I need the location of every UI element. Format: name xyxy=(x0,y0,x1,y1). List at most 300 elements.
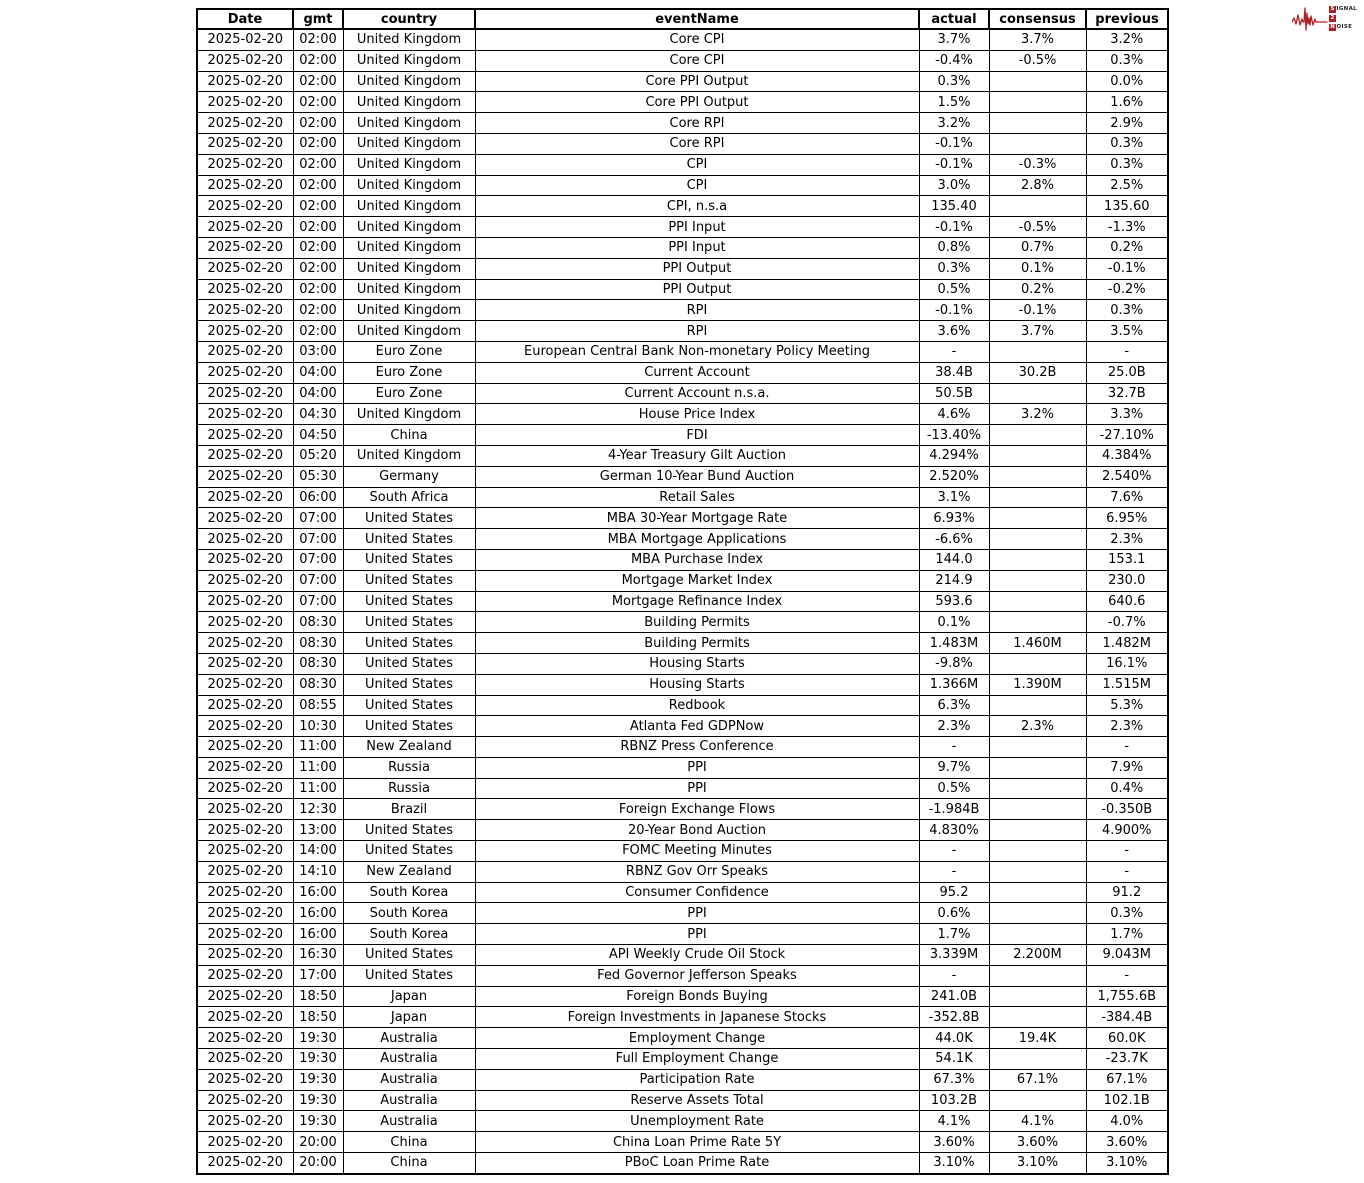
table-cell: Australia xyxy=(343,1111,475,1132)
table-cell: 3.339M xyxy=(919,945,989,966)
table-cell: United Kingdom xyxy=(343,29,475,50)
table-row xyxy=(197,217,1168,238)
table-cell: 0.5% xyxy=(919,279,989,300)
table-row xyxy=(197,529,1168,550)
table-cell: 02:00 xyxy=(293,113,343,134)
table-cell: 241.0B xyxy=(919,986,989,1007)
table-cell: 2025-02-20 xyxy=(197,362,293,383)
table-cell: 1.460M xyxy=(989,633,1086,654)
table-cell: 3.7% xyxy=(989,29,1086,50)
table-cell xyxy=(989,591,1086,612)
table-cell: 4.6% xyxy=(919,404,989,425)
table-row xyxy=(197,133,1168,154)
table-cell: 2025-02-20 xyxy=(197,425,293,446)
table-cell: 02:00 xyxy=(293,175,343,196)
table-cell: China xyxy=(343,1132,475,1153)
table-cell: 593.6 xyxy=(919,591,989,612)
table-row xyxy=(197,383,1168,404)
table-cell: Russia xyxy=(343,757,475,778)
table-cell: - xyxy=(919,341,989,362)
table-cell: 2025-02-20 xyxy=(197,445,293,466)
table-cell: Mortgage Refinance Index xyxy=(475,591,919,612)
table-row xyxy=(197,1111,1168,1132)
table-cell: 3.60% xyxy=(1086,1132,1168,1153)
table-cell: 2025-02-20 xyxy=(197,945,293,966)
table-cell: United Kingdom xyxy=(343,237,475,258)
table-cell: PPI Output xyxy=(475,258,919,279)
table-row xyxy=(197,1069,1168,1090)
table-cell: 19:30 xyxy=(293,1111,343,1132)
table-cell: 2025-02-20 xyxy=(197,1090,293,1111)
table-cell: 2.8% xyxy=(989,175,1086,196)
economic-calendar-table xyxy=(196,8,1169,1175)
table-cell: 1,755.6B xyxy=(1086,986,1168,1007)
table-row xyxy=(197,113,1168,134)
table-cell xyxy=(989,71,1086,92)
table-cell: 02:00 xyxy=(293,196,343,217)
table-cell: 02:00 xyxy=(293,279,343,300)
table-cell: 3.10% xyxy=(989,1153,1086,1174)
table-cell: 4-Year Treasury Gilt Auction xyxy=(475,445,919,466)
table-cell: 2025-02-20 xyxy=(197,1049,293,1070)
table-cell: MBA Purchase Index xyxy=(475,549,919,570)
table-cell: 1.7% xyxy=(1086,924,1168,945)
table-cell: United States xyxy=(343,633,475,654)
table-cell: PPI Output xyxy=(475,279,919,300)
table-row xyxy=(197,1028,1168,1049)
table-cell: United Kingdom xyxy=(343,175,475,196)
table-cell: FOMC Meeting Minutes xyxy=(475,841,919,862)
column-header-consensus: consensus xyxy=(989,9,1086,29)
table-cell: PPI xyxy=(475,903,919,924)
table-cell: United Kingdom xyxy=(343,445,475,466)
table-cell: United States xyxy=(343,570,475,591)
table-cell: 2025-02-20 xyxy=(197,466,293,487)
table-cell: Housing Starts xyxy=(475,674,919,695)
table-cell: United States xyxy=(343,820,475,841)
table-cell: New Zealand xyxy=(343,861,475,882)
table-row xyxy=(197,903,1168,924)
table-cell: 0.3% xyxy=(1086,903,1168,924)
table-cell: 16:00 xyxy=(293,903,343,924)
table-cell: 2.200M xyxy=(989,945,1086,966)
table-cell: United Kingdom xyxy=(343,300,475,321)
table-cell: 135.60 xyxy=(1086,196,1168,217)
table-cell: Mortgage Market Index xyxy=(475,570,919,591)
table-cell: 2025-02-20 xyxy=(197,258,293,279)
table-cell: Atlanta Fed GDPNow xyxy=(475,716,919,737)
table-cell: -0.1% xyxy=(919,217,989,238)
table-cell: Core PPI Output xyxy=(475,92,919,113)
table-cell xyxy=(989,1007,1086,1028)
table-cell: -13.40% xyxy=(919,425,989,446)
table-cell: - xyxy=(1086,841,1168,862)
table-cell: Brazil xyxy=(343,799,475,820)
table-cell: United States xyxy=(343,945,475,966)
table-cell: 2025-02-20 xyxy=(197,383,293,404)
logo-rest-ignal: IGNAL xyxy=(1336,6,1357,12)
table-cell: Australia xyxy=(343,1049,475,1070)
table-cell: South Korea xyxy=(343,903,475,924)
table-cell: 0.3% xyxy=(1086,133,1168,154)
table-cell: House Price Index xyxy=(475,404,919,425)
table-cell: 4.294% xyxy=(919,445,989,466)
table-cell: 2.5% xyxy=(1086,175,1168,196)
table-cell: 2025-02-20 xyxy=(197,612,293,633)
table-cell: 67.1% xyxy=(989,1069,1086,1090)
table-cell: -27.10% xyxy=(1086,425,1168,446)
table-cell: 3.7% xyxy=(919,29,989,50)
table-cell: 07:00 xyxy=(293,508,343,529)
table-cell: -0.2% xyxy=(1086,279,1168,300)
table-cell: 08:30 xyxy=(293,633,343,654)
table-cell: Redbook xyxy=(475,695,919,716)
table-cell: 2025-02-20 xyxy=(197,1028,293,1049)
table-cell: 2025-02-20 xyxy=(197,861,293,882)
table-cell: 2025-02-20 xyxy=(197,1069,293,1090)
table-cell: 2025-02-20 xyxy=(197,757,293,778)
table-cell: Germany xyxy=(343,466,475,487)
logo-letter-box-n: N xyxy=(1330,23,1335,30)
table-cell: 2025-02-20 xyxy=(197,1007,293,1028)
table-cell: Foreign Investments in Japanese Stocks xyxy=(475,1007,919,1028)
table-cell: -352.8B xyxy=(919,1007,989,1028)
table-cell xyxy=(989,841,1086,862)
table-cell: 05:20 xyxy=(293,445,343,466)
table-cell: United Kingdom xyxy=(343,217,475,238)
table-cell: 102.1B xyxy=(1086,1090,1168,1111)
table-cell: Japan xyxy=(343,986,475,1007)
column-header-previous: previous xyxy=(1086,9,1168,29)
table-cell: 02:00 xyxy=(293,50,343,71)
table-cell: 16:00 xyxy=(293,924,343,945)
table-cell: United States xyxy=(343,591,475,612)
table-row xyxy=(197,799,1168,820)
table-cell: - xyxy=(1086,861,1168,882)
table-cell: United States xyxy=(343,695,475,716)
table-cell: CPI xyxy=(475,175,919,196)
table-cell xyxy=(989,882,1086,903)
logo-line-noise xyxy=(1329,23,1357,31)
table-cell: 3.10% xyxy=(919,1153,989,1174)
logo-rest-oise: OISE xyxy=(1336,24,1353,30)
table-cell: 25.0B xyxy=(1086,362,1168,383)
table-cell: Foreign Exchange Flows xyxy=(475,799,919,820)
table-cell: 4.1% xyxy=(919,1111,989,1132)
table-cell: 2025-02-20 xyxy=(197,986,293,1007)
table-cell: 32.7B xyxy=(1086,383,1168,404)
table-cell: 1.7% xyxy=(919,924,989,945)
table-row xyxy=(197,237,1168,258)
table-cell: Japan xyxy=(343,1007,475,1028)
table-cell: 2025-02-20 xyxy=(197,1132,293,1153)
table-cell: 2025-02-20 xyxy=(197,113,293,134)
table-cell xyxy=(989,466,1086,487)
table-row xyxy=(197,986,1168,1007)
table-row xyxy=(197,945,1168,966)
table-cell xyxy=(989,508,1086,529)
table-cell: Core CPI xyxy=(475,50,919,71)
table-row xyxy=(197,570,1168,591)
table-cell: 67.1% xyxy=(1086,1069,1168,1090)
table-cell: 19:30 xyxy=(293,1028,343,1049)
table-cell: 12:30 xyxy=(293,799,343,820)
table-cell: 91.2 xyxy=(1086,882,1168,903)
table-cell: -0.350B xyxy=(1086,799,1168,820)
table-cell: 2025-02-20 xyxy=(197,903,293,924)
table-row xyxy=(197,591,1168,612)
table-cell xyxy=(989,383,1086,404)
table-cell: - xyxy=(919,737,989,758)
table-cell: United Kingdom xyxy=(343,321,475,342)
table-cell: 0.3% xyxy=(919,258,989,279)
table-row xyxy=(197,341,1168,362)
table-cell: 640.6 xyxy=(1086,591,1168,612)
column-header-date: Date xyxy=(197,9,293,29)
table-cell: 08:30 xyxy=(293,612,343,633)
table-cell: 0.8% xyxy=(919,237,989,258)
table-cell: 2025-02-20 xyxy=(197,820,293,841)
table-cell: 2.3% xyxy=(1086,529,1168,550)
table-cell: South Korea xyxy=(343,924,475,945)
table-cell: United Kingdom xyxy=(343,92,475,113)
table-row xyxy=(197,633,1168,654)
table-cell xyxy=(989,570,1086,591)
table-cell xyxy=(989,820,1086,841)
table-row xyxy=(197,1090,1168,1111)
table-cell: 03:00 xyxy=(293,341,343,362)
table-cell: 3.0% xyxy=(919,175,989,196)
table-cell: - xyxy=(919,861,989,882)
table-cell: -0.5% xyxy=(989,50,1086,71)
table-cell: China xyxy=(343,1153,475,1174)
table-cell: 07:00 xyxy=(293,591,343,612)
table-cell: United Kingdom xyxy=(343,133,475,154)
table-cell: 16:30 xyxy=(293,945,343,966)
column-header-eventname: eventName xyxy=(475,9,919,29)
table-row xyxy=(197,50,1168,71)
table-row xyxy=(197,861,1168,882)
table-row xyxy=(197,196,1168,217)
table-cell: -384.4B xyxy=(1086,1007,1168,1028)
table-cell xyxy=(989,924,1086,945)
table-cell: 3.60% xyxy=(919,1132,989,1153)
table-cell: 7.9% xyxy=(1086,757,1168,778)
table-cell xyxy=(989,445,1086,466)
table-cell: 9.7% xyxy=(919,757,989,778)
table-cell: 02:00 xyxy=(293,71,343,92)
table-cell: 18:50 xyxy=(293,986,343,1007)
table-cell xyxy=(989,986,1086,1007)
table-cell: 2025-02-20 xyxy=(197,529,293,550)
table-cell: 02:00 xyxy=(293,258,343,279)
table-cell: United Kingdom xyxy=(343,71,475,92)
table-cell: 0.4% xyxy=(1086,778,1168,799)
table-cell: 2025-02-20 xyxy=(197,965,293,986)
table-row xyxy=(197,29,1168,50)
table-cell: Reserve Assets Total xyxy=(475,1090,919,1111)
table-cell xyxy=(989,861,1086,882)
table-cell xyxy=(989,113,1086,134)
table-cell: 08:55 xyxy=(293,695,343,716)
table-cell: -23.7K xyxy=(1086,1049,1168,1070)
table-cell: 7.6% xyxy=(1086,487,1168,508)
table-cell: 2025-02-20 xyxy=(197,217,293,238)
table-row xyxy=(197,404,1168,425)
table-cell: 02:00 xyxy=(293,321,343,342)
column-header-gmt: gmt xyxy=(293,9,343,29)
table-cell: 4.1% xyxy=(989,1111,1086,1132)
table-cell: United Kingdom xyxy=(343,258,475,279)
table-cell: Retail Sales xyxy=(475,487,919,508)
table-cell: Euro Zone xyxy=(343,362,475,383)
table-row xyxy=(197,716,1168,737)
table-cell: 38.4B xyxy=(919,362,989,383)
table-cell: 1.483M xyxy=(919,633,989,654)
table-cell: 2025-02-20 xyxy=(197,404,293,425)
table-row xyxy=(197,757,1168,778)
table-cell: 2.3% xyxy=(919,716,989,737)
table-cell: United States xyxy=(343,508,475,529)
table-row xyxy=(197,71,1168,92)
table-cell: 2025-02-20 xyxy=(197,50,293,71)
table-cell: 2025-02-20 xyxy=(197,633,293,654)
table-cell: 0.2% xyxy=(1086,237,1168,258)
table-row xyxy=(197,466,1168,487)
table-cell: 2025-02-20 xyxy=(197,1153,293,1174)
table-cell: 20:00 xyxy=(293,1132,343,1153)
table-cell: PPI Input xyxy=(475,217,919,238)
table-row xyxy=(197,1153,1168,1174)
table-cell: 11:00 xyxy=(293,778,343,799)
table-cell: Australia xyxy=(343,1069,475,1090)
table-cell: United Kingdom xyxy=(343,50,475,71)
table-cell xyxy=(989,133,1086,154)
table-cell: 4.384% xyxy=(1086,445,1168,466)
table-cell: 230.0 xyxy=(1086,570,1168,591)
table-cell xyxy=(989,799,1086,820)
table-cell: 144.0 xyxy=(919,549,989,570)
logo-line-2 xyxy=(1329,14,1357,22)
logo-letter-box-s: S xyxy=(1330,5,1335,12)
table-cell: - xyxy=(1086,965,1168,986)
table-cell: 2025-02-20 xyxy=(197,653,293,674)
table-cell xyxy=(989,1090,1086,1111)
table-cell xyxy=(989,341,1086,362)
table-cell: 18:50 xyxy=(293,1007,343,1028)
table-cell: -0.5% xyxy=(989,217,1086,238)
table-cell: -6.6% xyxy=(919,529,989,550)
table-row xyxy=(197,258,1168,279)
table-cell: -0.1% xyxy=(919,154,989,175)
signal2noise-logo xyxy=(1292,4,1357,32)
table-row xyxy=(197,924,1168,945)
table-row xyxy=(197,487,1168,508)
table-cell: 2025-02-20 xyxy=(197,175,293,196)
table-cell: 2025-02-20 xyxy=(197,1111,293,1132)
table-cell: Employment Change xyxy=(475,1028,919,1049)
table-cell: United States xyxy=(343,549,475,570)
table-cell: United Kingdom xyxy=(343,113,475,134)
table-cell: - xyxy=(919,965,989,986)
header-row xyxy=(197,9,1168,29)
table-cell: 02:00 xyxy=(293,92,343,113)
table-cell: 1.515M xyxy=(1086,674,1168,695)
table-cell: 0.1% xyxy=(919,612,989,633)
table-cell: API Weekly Crude Oil Stock xyxy=(475,945,919,966)
table-cell: 30.2B xyxy=(989,362,1086,383)
heartbeat-waveform-icon xyxy=(1292,4,1328,32)
table-cell: United States xyxy=(343,529,475,550)
table-cell: New Zealand xyxy=(343,737,475,758)
table-cell: 11:00 xyxy=(293,757,343,778)
table-row xyxy=(197,820,1168,841)
table-cell: MBA Mortgage Applications xyxy=(475,529,919,550)
table-cell xyxy=(989,196,1086,217)
table-cell: Core RPI xyxy=(475,113,919,134)
table-cell xyxy=(989,1049,1086,1070)
table-cell: Australia xyxy=(343,1090,475,1111)
table-cell: 2025-02-20 xyxy=(197,778,293,799)
table-row xyxy=(197,695,1168,716)
table-cell: -0.1% xyxy=(989,300,1086,321)
table-row xyxy=(197,674,1168,695)
table-cell: 02:00 xyxy=(293,217,343,238)
table-cell: - xyxy=(1086,341,1168,362)
table-cell: Unemployment Rate xyxy=(475,1111,919,1132)
table-cell: -0.7% xyxy=(1086,612,1168,633)
table-cell: Consumer Confidence xyxy=(475,882,919,903)
table-cell: -0.1% xyxy=(919,300,989,321)
table-cell: 11:00 xyxy=(293,737,343,758)
table-cell: -9.8% xyxy=(919,653,989,674)
table-cell: 2025-02-20 xyxy=(197,508,293,529)
table-cell: 2.3% xyxy=(1086,716,1168,737)
table-cell xyxy=(989,92,1086,113)
table-cell: MBA 30-Year Mortgage Rate xyxy=(475,508,919,529)
table-cell: PPI Input xyxy=(475,237,919,258)
table-cell: -1.984B xyxy=(919,799,989,820)
table-cell: 3.5% xyxy=(1086,321,1168,342)
table-cell: United States xyxy=(343,841,475,862)
table-row xyxy=(197,882,1168,903)
table-cell: -0.4% xyxy=(919,50,989,71)
table-cell xyxy=(989,737,1086,758)
table-cell: 0.3% xyxy=(919,71,989,92)
table-cell: 103.2B xyxy=(919,1090,989,1111)
table-cell: Foreign Bonds Buying xyxy=(475,986,919,1007)
table-cell: 54.1K xyxy=(919,1049,989,1070)
table-cell xyxy=(989,778,1086,799)
table-row xyxy=(197,175,1168,196)
table-cell xyxy=(989,612,1086,633)
table-row xyxy=(197,154,1168,175)
table-cell: 13:00 xyxy=(293,820,343,841)
table-cell: Current Account n.s.a. xyxy=(475,383,919,404)
table-cell: 2025-02-20 xyxy=(197,924,293,945)
table-cell: South Africa xyxy=(343,487,475,508)
table-cell: 04:30 xyxy=(293,404,343,425)
table-cell: -0.3% xyxy=(989,154,1086,175)
table-row xyxy=(197,321,1168,342)
table-cell: RPI xyxy=(475,300,919,321)
table-cell: 3.2% xyxy=(989,404,1086,425)
table-cell: 2025-02-20 xyxy=(197,799,293,820)
table-cell xyxy=(989,903,1086,924)
table-cell: 2025-02-20 xyxy=(197,549,293,570)
table-cell: 0.5% xyxy=(919,778,989,799)
table-row xyxy=(197,362,1168,383)
